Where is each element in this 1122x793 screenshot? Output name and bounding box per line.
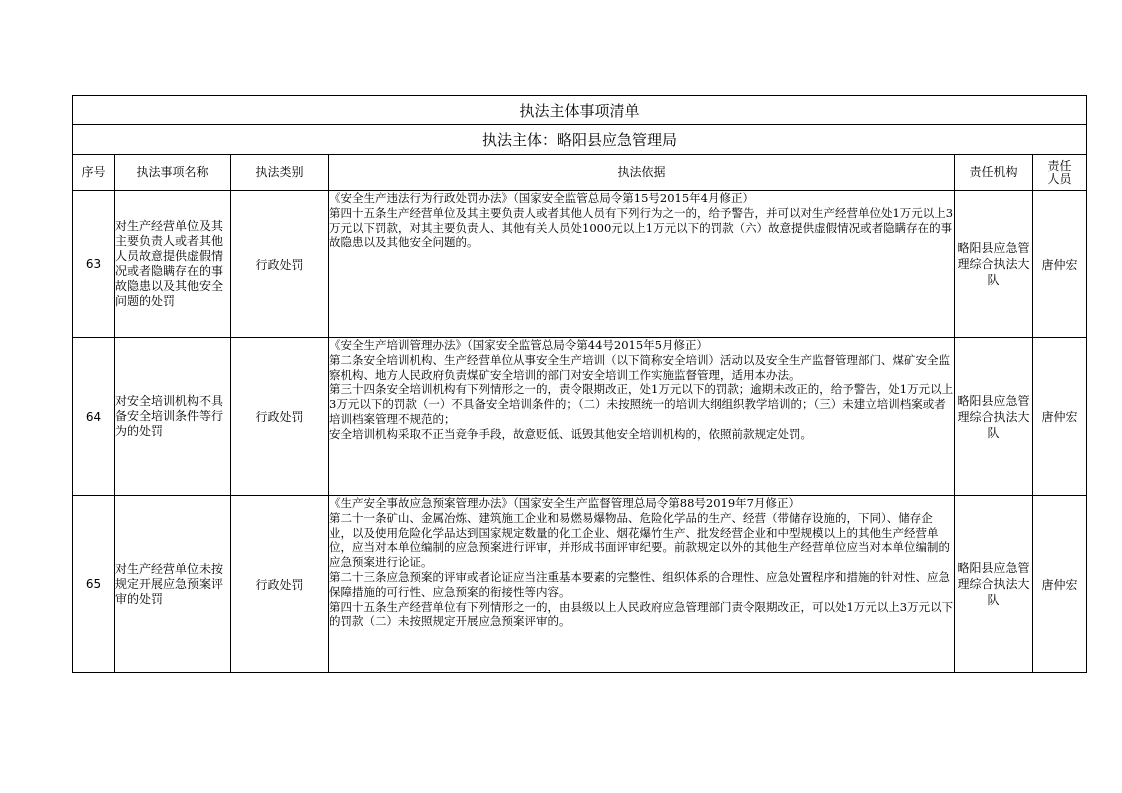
responsible-org: 略阳县应急管理综合执法大队 xyxy=(955,496,1033,673)
table-row xyxy=(73,338,1087,496)
legal-basis xyxy=(329,191,955,338)
responsible-person: 唐仲宏 xyxy=(1033,338,1087,496)
row-index: 63 xyxy=(73,191,115,338)
item-name: 对生产经营单位及其主要负责人或者其他人员故意提供虚假情况或者隐瞒存在的事故隐患以及其他安全问题的处罚 xyxy=(115,191,231,338)
column-header-org: 责任机构 xyxy=(955,155,1033,191)
basis-paragraph: 第二十三条应急预案的评审或者论证应当注重基本要素的完整性、组织体系的合理性、应急处置程序和措施的针对性、应急保障措施的可行性、应急预案的衔接性等内容。 xyxy=(329,569,950,599)
basis-paragraph: 《安全生产培训管理办法》（国家安全监管总局令第44号2015年5月修正） xyxy=(329,338,708,352)
legal-basis xyxy=(329,338,955,496)
table-row xyxy=(73,496,1087,673)
basis-paragraph: 《生产安全事故应急预案管理办法》（国家安全生产监督管理总局令第88号2019年7月修正） xyxy=(329,496,800,510)
basis-paragraph: 安全培训机构采取不正当竞争手段，故意贬低、诋毁其他安全培训机构的，依照前款规定处罚。 xyxy=(329,426,812,441)
table-header-row xyxy=(73,155,1087,191)
item-category: 行政处罚 xyxy=(231,338,329,496)
basis-paragraph: 第二条安全培训机构、生产经营单位从事安全生产培训（以下简称安全培训）活动以及安全生产监督管理部门、煤矿安全监察机构、地方人民政府负责煤矿安全培训的部门对安全培训工作实施监督管理，适用本办法。 xyxy=(329,352,950,382)
row-index: 64 xyxy=(73,338,115,496)
basis-paragraph: 第四十五条生产经营单位有下列情形之一的，由县级以上人民政府应急管理部门责令限期改正，可以处1万元以上3万元以下的罚款（二）未按照规定开展应急预案评审的。 xyxy=(329,599,954,629)
enforcement-subject: 执法主体：略阳县应急管理局 xyxy=(73,125,1087,155)
basis-paragraph: 第四十五条生产经营单位及其主要负责人或者其他人员有下列行为之一的，给予警告，并可以对生产经营单位处1万元以上3万元以下罚款，对其主要负责人、其他有关人员处1000元以上1万元以下的罚款（六）故意提供虚假情况或者隐瞒存在的事故隐患以及其他安全问题的。 xyxy=(329,205,954,250)
basis-paragraph: 《安全生产违法行为行政处罚办法》（国家安全监管总局令第15号2015年4月修正） xyxy=(329,191,754,205)
responsible-org: 略阳县应急管理综合执法大队 xyxy=(955,191,1033,338)
item-name: 对生产经营单位未按规定开展应急预案评审的处罚 xyxy=(115,496,231,673)
item-category: 行政处罚 xyxy=(231,496,329,673)
basis-paragraph: 第二十一条矿山、金属冶炼、建筑施工企业和易燃易爆物品、危险化学品的生产、经营（带储存设施的，下同）、储存企业，以及使用危险化学品达到国家规定数量的化工企业、烟花爆竹生产、批发经营企业和中型规模以上的其他生产经营单位，应当对本单位编制的应急预案进行评审，并形成书面评审纪要。前款规定以外的其他生产经营单位应当对本单位编制的应急预案进行论证。 xyxy=(329,510,950,570)
column-header-person: 责任人员 xyxy=(1033,155,1087,191)
column-header-name: 执法事项名称 xyxy=(115,155,231,191)
item-category: 行政处罚 xyxy=(231,191,329,338)
row-index: 65 xyxy=(73,496,115,673)
document-title: 执法主体事项清单 xyxy=(73,96,1087,125)
responsible-person: 唐仲宏 xyxy=(1033,191,1087,338)
column-header-basis: 执法依据 xyxy=(329,155,955,191)
column-header-index: 序号 xyxy=(73,155,115,191)
legal-basis xyxy=(329,496,955,673)
table-row xyxy=(73,191,1087,338)
responsible-org: 略阳县应急管理综合执法大队 xyxy=(955,338,1033,496)
responsible-person: 唐仲宏 xyxy=(1033,496,1087,673)
item-name: 对安全培训机构不具备安全培训条件等行为的处罚 xyxy=(115,338,231,496)
column-header-category: 执法类别 xyxy=(231,155,329,191)
basis-paragraph: 第三十四条安全培训机构有下列情形之一的，责令限期改正，处1万元以下的罚款；逾期未改正的，给予警告，处1万元以上3万元以下的罚款（一）不具备安全培训条件的；（二）未按照统一的培训大纲组织教学培训的；（三）未建立培训档案或者培训档案管理不规范的； xyxy=(329,382,954,426)
enforcement-items-table xyxy=(72,95,1087,673)
